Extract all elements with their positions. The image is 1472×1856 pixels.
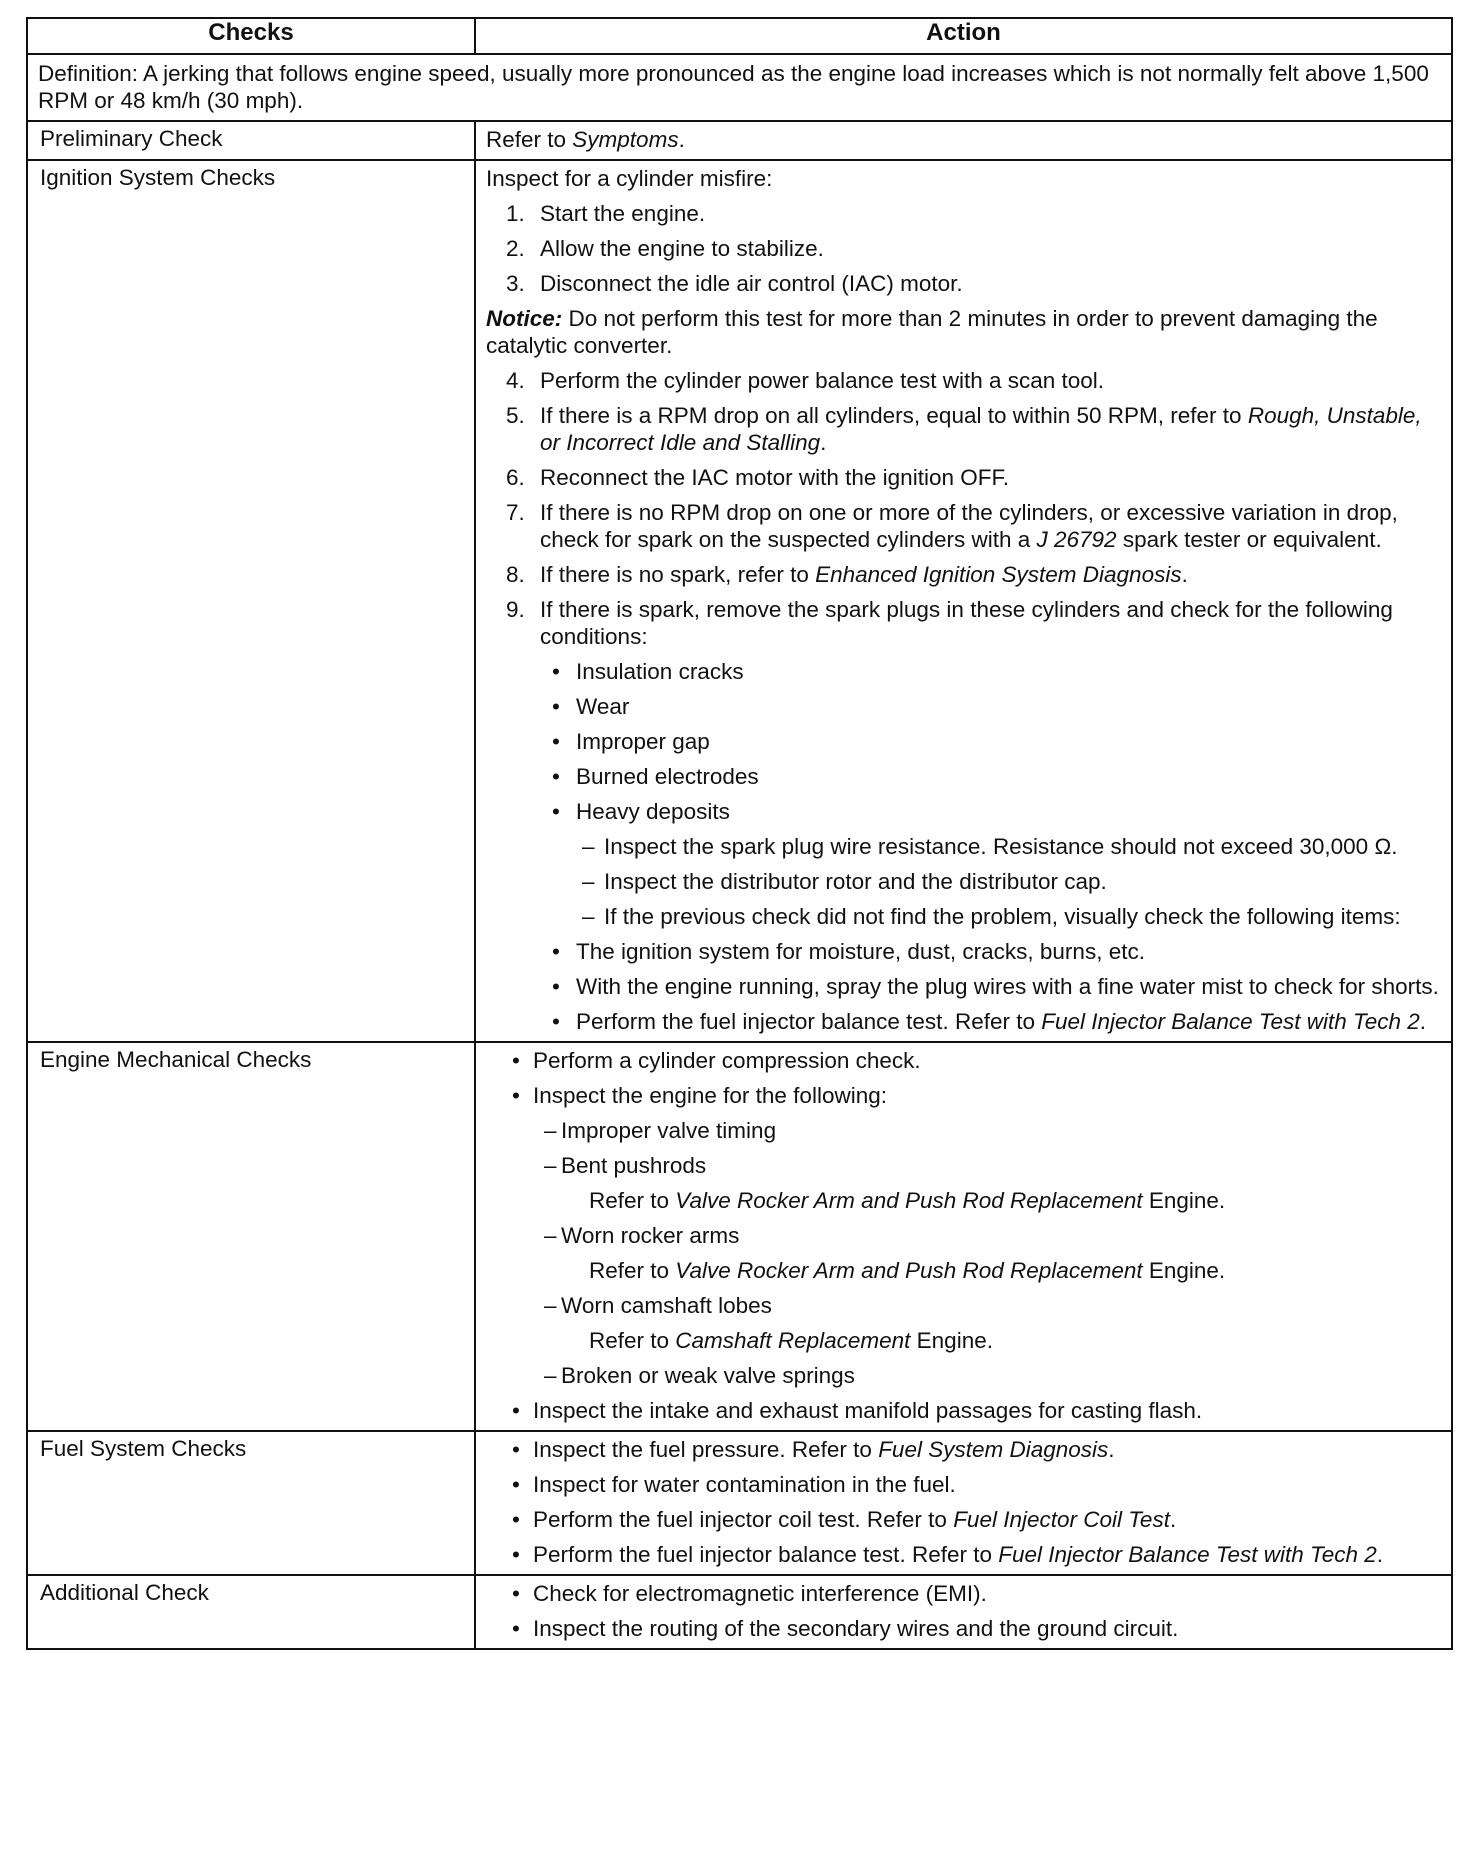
- engine-condition-text: Bent pushrods: [561, 1153, 707, 1178]
- engine-condition-text: Improper valve timing: [561, 1118, 777, 1143]
- bullet-marker: •: [552, 974, 560, 999]
- fuel-check-text: Inspect the fuel pressure. Refer to: [533, 1437, 879, 1462]
- rough-idle-reference: Rough, Unstable, or Incorrect Idle and Stalling: [540, 403, 1422, 455]
- step-text: Perform the cylinder power balance test with a scan tool.: [540, 368, 1105, 393]
- sub-check-item: [486, 833, 1441, 860]
- sub-check-text: Inspect the distributor rotor and the distributor cap.: [604, 869, 1107, 894]
- additional-check-item: [486, 1615, 1441, 1642]
- table-row-additional: [27, 1575, 1452, 1649]
- spark-tester-tool-number: J 26792: [1036, 527, 1117, 552]
- engine-condition-item: [486, 1117, 1441, 1144]
- fuel-check-text: Perform the fuel injector coil test. Refer to: [533, 1507, 954, 1532]
- step-9: [486, 596, 1441, 650]
- injector-balance-reference: Fuel Injector Balance Test with Tech 2: [998, 1542, 1377, 1567]
- bullet-marker: •: [512, 1507, 520, 1532]
- bullet-marker: •: [512, 1581, 520, 1606]
- step-7: [486, 499, 1441, 553]
- step-text: Allow the engine to stabilize.: [540, 236, 824, 261]
- action-additional: [475, 1575, 1452, 1649]
- condition-text: Improper gap: [576, 729, 710, 754]
- bullet-marker: •: [512, 1472, 520, 1497]
- fuel-check-text: Inspect for water contamination in the fuel.: [533, 1472, 956, 1497]
- bullet-marker: •: [552, 1009, 560, 1034]
- step-text: Disconnect the idle air control (IAC) motor.: [540, 271, 963, 296]
- condition-text: Burned electrodes: [576, 764, 759, 789]
- condition-item: [486, 798, 1441, 825]
- preliminary-action-suffix: .: [678, 127, 685, 152]
- reference-prefix: Refer to: [589, 1258, 676, 1283]
- dash-marker: –: [544, 1363, 557, 1388]
- step-number: 2.: [506, 236, 525, 261]
- dash-marker: –: [544, 1293, 557, 1318]
- table-row-preliminary: [27, 121, 1452, 160]
- step-number: 4.: [506, 368, 525, 393]
- additional-check-text: Inspect the routing of the secondary wires and the ground circuit.: [533, 1616, 1179, 1641]
- visual-check-text: The ignition system for moisture, dust, cracks, burns, etc.: [576, 939, 1145, 964]
- step-number: 1.: [506, 201, 525, 226]
- preliminary-action-prefix: Refer to: [486, 127, 573, 152]
- engine-reference-line: [486, 1187, 1441, 1214]
- engine-condition-item: [486, 1292, 1441, 1319]
- action-column-header: Action: [475, 18, 1452, 54]
- bullet-marker: •: [512, 1437, 520, 1462]
- dash-marker: –: [544, 1118, 557, 1143]
- bullet-marker: •: [552, 729, 560, 754]
- step-text: Start the engine.: [540, 201, 706, 226]
- reference-prefix: Refer to: [589, 1328, 676, 1353]
- bullet-marker: •: [552, 764, 560, 789]
- step-text: If there is no spark, refer to: [540, 562, 816, 587]
- check-label-fuel: Fuel System Checks: [27, 1431, 475, 1575]
- dash-marker: –: [582, 904, 595, 929]
- condition-item: [486, 763, 1441, 790]
- step-text: Reconnect the IAC motor with the ignition OFF.: [540, 465, 1009, 490]
- step-2: [486, 235, 1441, 262]
- bullet-marker: •: [552, 694, 560, 719]
- reference-suffix: Engine.: [1142, 1188, 1226, 1213]
- engine-check-text: Inspect the intake and exhaust manifold passages for casting flash.: [533, 1398, 1203, 1423]
- condition-text: Heavy deposits: [576, 799, 730, 824]
- bullet-marker: •: [512, 1398, 520, 1423]
- condition-item: [486, 693, 1441, 720]
- visual-check-item: [486, 938, 1441, 965]
- visual-check-text: Perform the fuel injector balance test. Refer to: [576, 1009, 1042, 1034]
- sub-check-text: Inspect the spark plug wire resistance. Resistance should not exceed 30,000 Ω.: [604, 834, 1398, 859]
- rocker-arm-reference: Valve Rocker Arm and Push Rod Replacement: [675, 1258, 1143, 1283]
- table-row-engine: [27, 1042, 1452, 1431]
- engine-condition-text: Worn camshaft lobes: [561, 1293, 772, 1318]
- notice-label: Notice:: [486, 306, 563, 331]
- step-number: 3.: [506, 271, 525, 296]
- step-text: If there is spark, remove the spark plugs in these cylinders and check for the following conditions:: [540, 597, 1393, 649]
- step-number: 5.: [506, 403, 525, 428]
- fuel-check-item: [486, 1436, 1441, 1463]
- step-6: [486, 464, 1441, 491]
- engine-check-item: [486, 1047, 1441, 1074]
- dash-marker: –: [544, 1223, 557, 1248]
- condition-text: Wear: [576, 694, 630, 719]
- check-label-ignition: Ignition System Checks: [27, 160, 475, 1042]
- step-text-end: spark tester or equivalent.: [1116, 527, 1382, 552]
- engine-condition-text: Broken or weak valve springs: [561, 1363, 855, 1388]
- bullet-marker: •: [512, 1083, 520, 1108]
- additional-check-item: [486, 1580, 1441, 1607]
- visual-check-text: With the engine running, spray the plug wires with a fine water mist to check for shorts.: [576, 974, 1439, 999]
- engine-reference-line: [486, 1327, 1441, 1354]
- fuel-check-text-end: .: [1376, 1542, 1384, 1567]
- step-number: 8.: [506, 562, 525, 587]
- condition-item: [486, 658, 1441, 685]
- diagnostic-document: [26, 17, 1451, 1650]
- visual-check-item: [486, 1008, 1441, 1035]
- fuel-check-text-end: .: [1169, 1507, 1177, 1532]
- ignition-diagnosis-reference: Enhanced Ignition System Diagnosis: [815, 562, 1182, 587]
- condition-item: [486, 728, 1441, 755]
- fuel-check-text: Perform the fuel injector balance test. Refer to: [533, 1542, 999, 1567]
- engine-condition-item: [486, 1222, 1441, 1249]
- table-row-fuel: [27, 1431, 1452, 1575]
- fuel-check-item: [486, 1506, 1441, 1533]
- bullet-marker: •: [552, 659, 560, 684]
- fuel-check-item: [486, 1541, 1441, 1568]
- definition-row: [27, 54, 1452, 121]
- sub-check-text: If the previous check did not find the problem, visually check the following items:: [604, 904, 1401, 929]
- bullet-marker: •: [552, 799, 560, 824]
- visual-check-text-end: .: [1419, 1009, 1427, 1034]
- step-text-end: .: [820, 430, 827, 455]
- reference-suffix: Engine.: [910, 1328, 993, 1353]
- step-text: If there is a RPM drop on all cylinders, equal to within 50 RPM, refer to: [540, 403, 1248, 428]
- step-text: If there is no RPM drop on one or more of the cylinders, or excessive variation in drop, check for spark on the suspected cylinders with a: [540, 500, 1398, 552]
- notice-text: Do not perform this test for more than 2 minutes in order to prevent damaging the catalytic converter.: [486, 306, 1378, 358]
- check-label-engine: Engine Mechanical Checks: [27, 1042, 475, 1431]
- engine-check-text: Perform a cylinder compression check.: [533, 1048, 921, 1073]
- injector-coil-test-reference: Fuel Injector Coil Test: [953, 1507, 1170, 1532]
- engine-condition-item: [486, 1152, 1441, 1179]
- sub-check-item: [486, 868, 1441, 895]
- step-8: [486, 561, 1441, 588]
- symptoms-reference: Symptoms: [572, 127, 679, 152]
- definition-text: Definition: A jerking that follows engine speed, usually more pronounced as the engine load increases which is not normally felt above 1,500 RPM or 48 km/h (30 mph).: [27, 54, 1452, 121]
- camshaft-reference: Camshaft Replacement: [675, 1328, 911, 1353]
- dash-marker: –: [544, 1153, 557, 1178]
- condition-text: Insulation cracks: [576, 659, 744, 684]
- fuel-system-diagnosis-reference: Fuel System Diagnosis: [878, 1437, 1109, 1462]
- reference-prefix: Refer to: [589, 1188, 676, 1213]
- step-4: [486, 367, 1441, 394]
- engine-condition-text: Worn rocker arms: [561, 1223, 740, 1248]
- dash-marker: –: [582, 869, 595, 894]
- fuel-check-text-end: .: [1108, 1437, 1115, 1462]
- bullet-marker: •: [512, 1048, 520, 1073]
- action-fuel: [475, 1431, 1452, 1575]
- step-1: [486, 200, 1441, 227]
- step-3: [486, 270, 1441, 297]
- ignition-intro: Inspect for a cylinder misfire:: [486, 166, 773, 191]
- sub-check-item: [486, 903, 1441, 930]
- engine-check-item: [486, 1082, 1441, 1109]
- step-text-end: .: [1181, 562, 1188, 587]
- rocker-arm-reference: Valve Rocker Arm and Push Rod Replacement: [675, 1188, 1143, 1213]
- step-number: 6.: [506, 465, 525, 490]
- engine-reference-line: [486, 1257, 1441, 1284]
- step-number: 9.: [506, 597, 525, 622]
- visual-check-item: [486, 973, 1441, 1000]
- action-ignition: [475, 160, 1452, 1042]
- notice-paragraph: [486, 305, 1441, 359]
- bullet-marker: •: [552, 939, 560, 964]
- step-number: 7.: [506, 500, 525, 525]
- table-row-ignition: [27, 160, 1452, 1042]
- additional-check-text: Check for electromagnetic interference (EMI).: [533, 1581, 987, 1606]
- bullet-marker: •: [512, 1542, 520, 1567]
- bullet-marker: •: [512, 1616, 520, 1641]
- checks-column-header: Checks: [27, 18, 475, 54]
- check-label-additional: Additional Check: [27, 1575, 475, 1649]
- engine-check-text: Inspect the engine for the following:: [533, 1083, 887, 1108]
- engine-condition-item: [486, 1362, 1441, 1389]
- reference-suffix: Engine.: [1142, 1258, 1226, 1283]
- check-label-preliminary: Preliminary Check: [27, 121, 475, 160]
- injector-balance-reference: Fuel Injector Balance Test with Tech 2: [1041, 1009, 1420, 1034]
- action-engine: [475, 1042, 1452, 1431]
- action-preliminary: [475, 121, 1452, 160]
- dash-marker: –: [582, 834, 595, 859]
- step-5: [486, 402, 1441, 456]
- diagnostic-table: [26, 17, 1453, 1650]
- fuel-check-item: [486, 1471, 1441, 1498]
- engine-check-item: [486, 1397, 1441, 1424]
- table-header-row: [27, 18, 1452, 54]
